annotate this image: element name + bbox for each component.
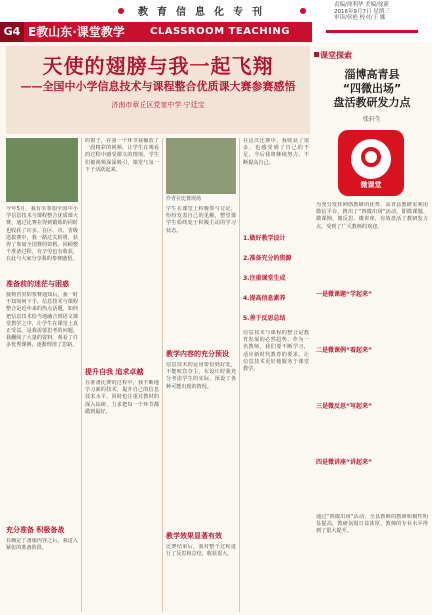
col4-text-b: 信息技术与课程的整合是教育发展的必然趋势，作为一名教师，我们要不断学习，适应新时代教育的要求，让信息技术更好地服务于课堂教学。 [243, 330, 309, 373]
column-divider [162, 138, 163, 612]
sidebar-subheading-2: 二是微课例“看起来” [316, 347, 372, 354]
col3-text: 学生在课堂上积极参与讨论，纷纷发表自己的见解，整堂课学生始终处于积极主动的学习状态。 [166, 206, 236, 234]
col4-point-5: 5.善于反思总结 [243, 315, 286, 322]
issue-proofreaders: 审读/侯艳 校对/王 娜 [334, 15, 386, 21]
col4-point-2: 2.准备充分的资源 [243, 255, 292, 262]
photo-classroom [166, 138, 236, 194]
logo-ring-icon [361, 147, 381, 167]
sidebar-subheading-4: 四是微讲座“讲起来” [316, 459, 372, 466]
sidebar-title-line-2: “四微出场” [342, 82, 402, 95]
col3-text-b: 信息技术的运用要恰到好处，不能喧宾夺主。在设计时我充分考虑学生的实际，预设了各种可能出现的情况。 [166, 362, 236, 390]
header-right-panel [312, 22, 432, 42]
section-title: E教山东·课堂教学 [28, 25, 125, 39]
col2-text: 的窗子，在第一个环节我播放了一段精彩的视频，让学生在观看的过程中感受课文的情境。学生们被视频深深吸引，课堂气氛一下子活跃起来。 [85, 138, 159, 173]
col3-subheading-1: 教学内容的充分预设 [166, 350, 229, 358]
top-band [0, 0, 432, 23]
column-head-marker [314, 52, 319, 57]
top-band-dot-right [300, 8, 306, 14]
top-band-dot-left [118, 8, 124, 14]
top-band-title: 教育信息化专刊 [138, 7, 271, 18]
col1-text-c: 在确定了备课内容之后，我进入紧张的准备阶段。 [6, 538, 78, 552]
issue-editors: 责编/徐利华 美编/徐新 [334, 2, 389, 8]
col4-point-3: 3.注重课堂生成 [243, 275, 286, 282]
section-title-en: CLASSROOM TEACHING [150, 26, 290, 37]
col1-text: 今年5月，我有幸参加全国中小学信息技术与课程整合优质课大赛，通过比赛在得到锻炼的同时也收获了许多。在区、市、省级选拔赛中，我一路过关斩将，获得了参加全国赛的资格。回顾整个准备过程，有辛劳也有收获，在此与大家分享我的参赛感悟。 [6, 206, 78, 263]
article-title: 天使的翅膀与我一起飞翔 [42, 54, 274, 78]
photo-caption: 作者在比赛现场 [166, 196, 202, 202]
sidebar-subheading-1: 一是微课题“学起来” [316, 291, 372, 298]
col4-text: 在这次比赛中，我收获了很多，也感受到了自己的不足。今后我将继续努力，不断提高自己。 [243, 138, 309, 166]
col3-subheading-2: 教学效果显著有效 [166, 532, 222, 540]
micro-class-logo [338, 130, 404, 196]
header-right-rule [326, 30, 418, 33]
article-subtitle: ——全国中小学信息技术与课程整合优质课大赛参赛感悟 [20, 80, 296, 93]
col4-point-4: 4.提高信息素养 [243, 295, 286, 302]
issue-info [334, 2, 426, 22]
col1-subheading-2: 充分准备 积极备战 [6, 526, 65, 534]
photo-author-at-contest [6, 138, 78, 202]
logo-text: 微课堂 [360, 181, 382, 189]
column-divider [81, 138, 82, 612]
col3-text-c: 比赛结束后，我对整个过程进行了反思和总结，收获很大。 [166, 544, 236, 558]
issue-date: 2016年9月7日 星期三 [334, 8, 390, 15]
column-divider [239, 138, 240, 612]
sidebar-title-line-1: 淄博高青县 [344, 68, 400, 81]
col1-text-b: 接到省里的参赛通知后，我一时不知如何下手。信息技术与课程整合是近年来的热点话题，如何把信息技术恰当地融合到语文课堂教学之中，让学生在课堂上真正受益，是我需要思考的问题。我翻阅了大量的资料，观看了许多优秀课例，逐渐理清了思路。 [6, 292, 78, 349]
col2-subheading: 提升自我 追求卓越 [85, 368, 144, 376]
col1-subheading-1: 准备前的迷茫与困惑 [6, 280, 69, 288]
sidebar-title [312, 68, 432, 110]
sidebar-title-line-3: 盘活教研发力点 [333, 96, 411, 109]
sidebar-subheading-3: 三是微反思“写起来” [316, 403, 372, 410]
sidebar-text-b: 通过“四微出场”活动，全县教师的教研积极性明显提高，教研氛围日益浓厚，教师的专业水平得到了很大提升。 [316, 514, 428, 535]
article-author: 济南市章丘区党家中学 宁廷宝 [111, 101, 205, 109]
sidebar-author: 张轩生 [362, 116, 381, 123]
col4-point-1: 1.做好教学设计 [243, 235, 286, 242]
column-head: 课堂探索 [320, 51, 352, 60]
sidebar-text: 为充分发挥网络教研的优势，高青县教研室利用微信平台，推出了“四微出场”活动，即微课题、微课例、微反思、微讲座，有效盘活了教研发力点，受到了广大教师的欢迎。 [316, 202, 428, 230]
page-number: G4 [0, 22, 24, 42]
col2-text-b: 在准备比赛的过程中，我不断地学习新的技术，提升自己的信息技术水平，同时也注重对教材的深入钻研，力求把每一个环节都做到最好。 [85, 380, 159, 415]
